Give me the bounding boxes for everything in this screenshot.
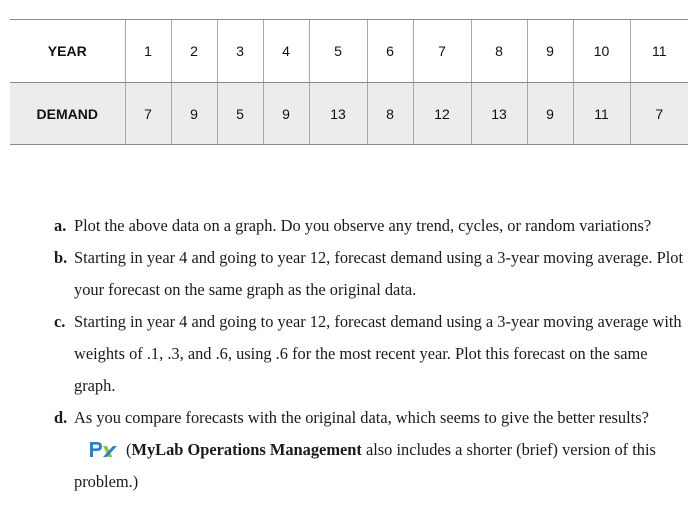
question-text: Starting in year 4 and going to year 12, forecast demand using a 3-year moving average. Plot your forecast on the same graph as the original data. [74,248,684,299]
demand-cell: 7 [630,83,688,145]
year-cell: 4 [263,20,309,83]
demand-cell: 9 [263,83,309,145]
mylab-product-name: MyLab Operations Management [131,440,362,459]
year-cell: 11 [630,20,688,83]
question-d [54,402,690,498]
demand-cell: 12 [413,83,471,145]
year-cell: 10 [573,20,630,83]
year-cell: 5 [309,20,367,83]
year-row [10,20,688,83]
question-a [54,210,690,242]
question-list [54,210,690,498]
question-letter: c. [54,312,66,331]
data-table [10,19,688,145]
question-text: Plot the above data on a graph. Do you observe any trend, cycles, or random variations? [74,216,652,235]
demand-cell: 5 [217,83,263,145]
question-letter: d. [54,408,68,427]
px-icon-p [90,442,102,457]
year-header: YEAR [10,20,125,83]
mylab-note-open: ( [126,440,132,459]
year-cell: 7 [413,20,471,83]
year-cell: 2 [171,20,217,83]
question-c [54,306,690,402]
year-cell: 6 [367,20,413,83]
question-text: Starting in year 4 and going to year 12, forecast demand using a 3-year moving average with weights of .1, .3, and .6, using .6 for the most recent year. Plot this forecast on the same graph. [74,312,682,395]
demand-cell: 8 [367,83,413,145]
mylab-note-rest: also includes a shorter (brief) version of this problem.) [74,440,656,491]
question-text: As you compare forecasts with the original data, which seems to give the better results? [74,408,649,427]
demand-cell: 9 [527,83,573,145]
question-letter: b. [54,248,68,267]
question-letter: a. [54,216,67,235]
demand-cell: 11 [573,83,630,145]
demand-cell: 9 [171,83,217,145]
mylab-note [74,440,656,491]
demand-row [10,83,688,145]
year-cell: 3 [217,20,263,83]
demand-cell: 13 [471,83,527,145]
demand-header: DEMAND [10,83,125,145]
year-cell: 9 [527,20,573,83]
demand-cell: 7 [125,83,171,145]
demand-cell: 13 [309,83,367,145]
year-cell: 8 [471,20,527,83]
question-b [54,242,690,306]
px-icon[interactable] [88,440,120,458]
year-cell: 1 [125,20,171,83]
